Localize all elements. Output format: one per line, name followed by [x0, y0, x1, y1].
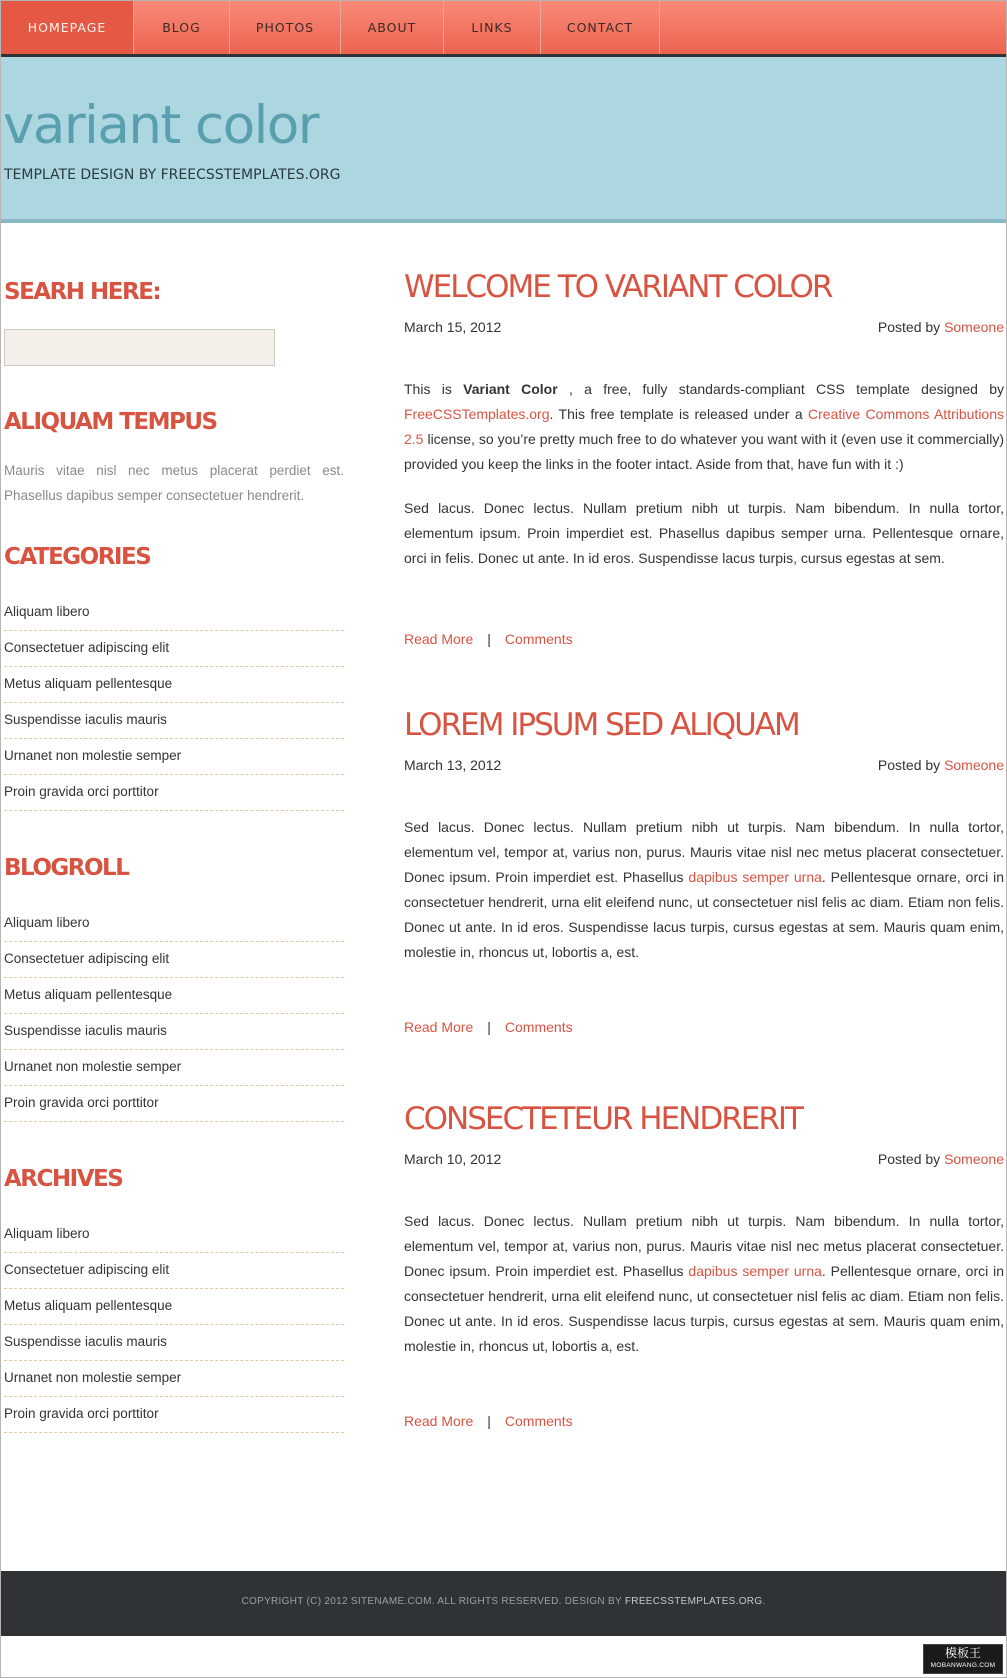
site-tagline: TEMPLATE DESIGN BY FREECSSTEMPLATES.ORG: [4, 167, 341, 183]
post-title[interactable]: LOREM IPSUM SED ALIQUAM: [404, 707, 799, 743]
top-nav: [1, 1, 1006, 57]
post-byline: [878, 757, 1004, 773]
inline-link[interactable]: dapibus semper urna: [688, 1263, 822, 1279]
post: [404, 269, 1005, 647]
text: , a free, fully standards-compliant CSS template designed by: [568, 381, 1005, 397]
post-paragraph: [404, 815, 1004, 965]
text: . Pellentesque ornare, orci in consectetuer hendrerit, urna elit eleifend nunc, ut consectetuer nisl felis ac diam. Etiam non felis. Donec ut ante. In id eros. Suspendisse lacus turpis, cursus egestas at sem. Mauris quam enim, molestie in, rhoncus ut, lobortis a, est.: [404, 869, 1004, 960]
archive-link[interactable]: Urnanet non molestie semper: [4, 1362, 344, 1397]
nav-item-links[interactable]: LINKS: [444, 1, 541, 54]
blogroll-title: BLOGROLL: [4, 855, 129, 881]
author-link[interactable]: Someone: [944, 1151, 1004, 1167]
posted-by-label: Posted by: [877, 1151, 941, 1167]
text: . Pellentesque ornare, orci in consectetuer hendrerit, urna elit eleifend nunc, ut consectetuer nisl felis ac diam. Etiam non felis. Donec ut ante. In id eros. Suspendisse lacus turpis, cursus egestas at sem. Mauris quam enim, molestie in, rhoncus ut, lobortis a, est.: [404, 1263, 1004, 1354]
site-header: [1, 57, 1006, 223]
categories-list: [4, 596, 344, 812]
posted-by-label: Posted by: [877, 757, 941, 773]
category-link[interactable]: Aliquam libero: [4, 596, 344, 631]
category-link[interactable]: Suspendisse iaculis mauris: [4, 704, 344, 739]
posted-by-label: Posted by: [877, 319, 941, 335]
freecsstemplates-link[interactable]: FreeCSSTemplates.org: [404, 406, 550, 422]
text: Sed lacus. Donec lectus. Nullam pretium nibh ut turpis. Nam bibendum. In nulla tortor, elementum vel, tempor at, varius non, purus. Mauris vitae nisl nec metus placerat consectetuer. Donec ipsum. Proin imperdiet est. Phasellus: [404, 819, 1004, 885]
about-text: Mauris vitae nisl nec metus placerat perdiet est. Phasellus dapibus semper consectetuer hendrerit.: [4, 463, 344, 503]
blogroll-link[interactable]: Urnanet non molestie semper: [4, 1051, 344, 1086]
text: Sed lacus. Donec lectus. Nullam pretium nibh ut turpis. Nam bibendum. In nulla tortor, elementum vel, tempor at, varius non, purus. Mauris vitae nisl nec metus placerat consectetuer. Donec ipsum. Proin imperdiet est. Phasellus: [404, 1213, 1004, 1279]
separator: |: [487, 1413, 491, 1429]
post-byline: [878, 1151, 1004, 1167]
archive-link[interactable]: Aliquam libero: [4, 1218, 344, 1253]
post-body: [404, 815, 1004, 984]
author-link[interactable]: Someone: [944, 757, 1004, 773]
blogroll-link[interactable]: Proin gravida orci porttitor: [4, 1087, 344, 1122]
nav-item-about[interactable]: ABOUT: [341, 1, 444, 54]
post-paragraph: [404, 1209, 1004, 1359]
footer-copyright: [1, 1596, 1006, 1607]
post-paragraph: [404, 377, 1004, 477]
archive-link[interactable]: Suspendisse iaculis mauris: [4, 1326, 344, 1361]
read-more-link[interactable]: Read More: [404, 631, 474, 647]
post: [404, 707, 1004, 1035]
footer-period: .: [762, 1596, 766, 1607]
badge-sub: MOBANWANG.COM: [930, 1662, 996, 1669]
inline-link[interactable]: dapibus semper urna: [688, 869, 822, 885]
post: [404, 1101, 1004, 1429]
post-date: March 10, 2012: [404, 1151, 502, 1167]
nav-item-contact[interactable]: CONTACT: [541, 1, 660, 54]
bold-text: Variant Color: [463, 381, 558, 397]
category-link[interactable]: Metus aliquam pellentesque: [4, 668, 344, 703]
blogroll-link[interactable]: Aliquam libero: [4, 907, 344, 942]
post-byline: [878, 319, 1004, 335]
category-link[interactable]: Proin gravida orci porttitor: [4, 776, 344, 811]
blogroll-link[interactable]: Metus aliquam pellentesque: [4, 979, 344, 1014]
site-title[interactable]: variant color: [3, 95, 319, 156]
read-more-link[interactable]: Read More: [404, 1019, 474, 1035]
text: . This free template is released under a: [549, 406, 803, 422]
post-paragraph: Sed lacus. Donec lectus. Nullam pretium nibh ut turpis. Nam bibendum. In nulla tortor, elementum ipsum. Proin imperdiet est. Phasellus dapibus semper urna. Pellentesque ornare, orci in felis. Donec ut ante. In id eros. Suspendisse lacus turpis, cursus egestas at sem.: [404, 500, 1004, 566]
nav-item-blog[interactable]: BLOG: [134, 1, 230, 54]
archives-list: [4, 1218, 344, 1434]
category-link[interactable]: Consectetuer adipiscing elit: [4, 632, 344, 667]
post-links: [404, 1019, 573, 1035]
post-title[interactable]: WELCOME TO VARIANT COLOR: [404, 269, 832, 305]
badge-title: 模板王: [944, 1646, 981, 1660]
post-body: [404, 1209, 1004, 1378]
footer-design-link[interactable]: FREECSSTEMPLATES.ORG: [624, 1596, 763, 1607]
text: license, so you’re pretty much free to do whatever you want with it (even use it commercially) provided you keep the links in the footer intact. Aside from that, have fun with it :): [404, 431, 1004, 472]
separator: |: [487, 1019, 491, 1035]
post-links: [404, 631, 573, 647]
post-title[interactable]: CONSECTETEUR HENDRERIT: [404, 1101, 802, 1137]
post-date: March 13, 2012: [404, 757, 502, 773]
copyright-text: COPYRIGHT (C) 2012 SITENAME.COM. ALL RIGHTS RESERVED. DESIGN BY: [241, 1596, 622, 1607]
watermark-badge: [923, 1644, 1003, 1674]
archive-link[interactable]: Metus aliquam pellentesque: [4, 1290, 344, 1325]
comments-link[interactable]: Comments: [504, 631, 573, 647]
nav-list: [1, 1, 1006, 54]
separator: |: [487, 631, 491, 647]
text: This is: [404, 381, 452, 397]
post-date: March 15, 2012: [404, 319, 502, 335]
search-input[interactable]: [4, 329, 275, 366]
about-title: ALIQUAM TEMPUS: [4, 409, 217, 435]
nav-item-homepage[interactable]: HOMEPAGE: [1, 1, 134, 54]
archive-link[interactable]: Proin gravida orci porttitor: [4, 1398, 344, 1433]
post-links: [404, 1413, 573, 1429]
archives-title: ARCHIVES: [4, 1166, 123, 1192]
comments-link[interactable]: Comments: [504, 1019, 573, 1035]
site-footer: [1, 1571, 1006, 1636]
post-body: [404, 377, 1004, 590]
author-link[interactable]: Someone: [944, 319, 1004, 335]
nav-item-photos[interactable]: PHOTOS: [230, 1, 341, 54]
comments-link[interactable]: Comments: [504, 1413, 573, 1429]
read-more-link[interactable]: Read More: [404, 1413, 474, 1429]
categories-title: CATEGORIES: [4, 544, 151, 570]
archive-link[interactable]: Consectetuer adipiscing elit: [4, 1254, 344, 1289]
license-link[interactable]: Creative Commons Attributions 2.5: [404, 406, 1004, 447]
blogroll-link[interactable]: Suspendisse iaculis mauris: [4, 1015, 344, 1050]
blogroll-list: [4, 907, 344, 1123]
search-title: SEARH HERE:: [4, 279, 161, 305]
category-link[interactable]: Urnanet non molestie semper: [4, 740, 344, 775]
blogroll-link[interactable]: Consectetuer adipiscing elit: [4, 943, 344, 978]
